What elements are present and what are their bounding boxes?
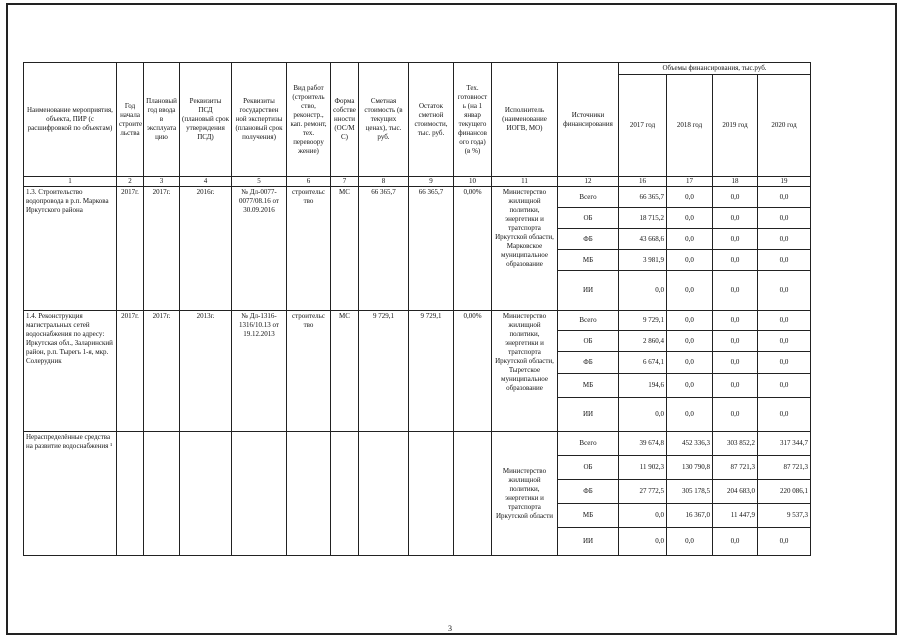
value-2020: 87 721,3	[758, 456, 811, 480]
value-2019: 0,0	[713, 374, 758, 398]
empty-cell	[287, 432, 331, 556]
empty-cell	[409, 432, 454, 556]
year-start: 2017г.	[117, 311, 144, 432]
value-2017: 194,6	[619, 374, 667, 398]
table-row	[24, 187, 811, 208]
source: ИИ	[558, 271, 619, 311]
value-2020: 0,0	[758, 528, 811, 556]
value-2020: 0,0	[758, 398, 811, 432]
column-number: 11	[492, 177, 558, 187]
ownership: МС	[331, 311, 359, 432]
value-2019: 0,0	[713, 528, 758, 556]
value-2017: 6 674,1	[619, 352, 667, 374]
header-year: 2020 год	[758, 75, 811, 177]
source: МБ	[558, 250, 619, 271]
value-2017: 18 715,2	[619, 208, 667, 229]
plan-year: 2017г.	[144, 187, 180, 311]
column-number: 5	[232, 177, 287, 187]
value-2017: 9 729,1	[619, 311, 667, 331]
header-expertise: Реквизиты государствен ной экспертизы (плановый срок получения)	[232, 63, 287, 177]
executor: Министерство жилищной политики, энергетики и тратспорта Иркутской области, Марковское муниципальное образование	[492, 187, 558, 311]
value-2017: 0,0	[619, 271, 667, 311]
expertise: № Дл-0077-0077/08.16 от 30.09.2016	[232, 187, 287, 311]
column-number: 1	[24, 177, 117, 187]
value-2017: 0,0	[619, 528, 667, 556]
estimated-cost: 66 365,7	[359, 187, 409, 311]
value-2018: 0,0	[667, 374, 713, 398]
value-2020: 0,0	[758, 271, 811, 311]
header-year-start: Год начала строите льства	[117, 63, 144, 177]
financing-table	[23, 62, 811, 556]
value-2017: 27 772,5	[619, 480, 667, 504]
readiness: 0,00%	[454, 311, 492, 432]
plan-year: 2017г.	[144, 311, 180, 432]
column-numbers-row	[24, 177, 811, 187]
year-start: 2017г.	[117, 187, 144, 311]
work-type: строительс тво	[287, 187, 331, 311]
empty-cell	[232, 432, 287, 556]
column-number: 12	[558, 177, 619, 187]
page-number: 3	[448, 624, 452, 633]
value-2020: 0,0	[758, 352, 811, 374]
source: ОБ	[558, 331, 619, 352]
value-2017: 0,0	[619, 504, 667, 528]
value-2020: 0,0	[758, 374, 811, 398]
value-2018: 0,0	[667, 250, 713, 271]
source: ФБ	[558, 352, 619, 374]
executor: Министерство жилищной политики, энергетики и тратспорта Иркутской области, Тыретское муниципальное образование	[492, 311, 558, 432]
expertise: № Дл-1316-1316/10.13 от 19.12.2013	[232, 311, 287, 432]
value-2018: 0,0	[667, 208, 713, 229]
column-number: 7	[331, 177, 359, 187]
value-2019: 0,0	[713, 187, 758, 208]
value-2018: 130 790,8	[667, 456, 713, 480]
source: ОБ	[558, 208, 619, 229]
ownership: МС	[331, 187, 359, 311]
column-number: 17	[667, 177, 713, 187]
psd: 2013г.	[180, 311, 232, 432]
header-volumes: Объемы финансирования, тыс.руб.	[619, 63, 811, 75]
empty-cell	[331, 432, 359, 556]
header-year: 2017 год	[619, 75, 667, 177]
value-2018: 0,0	[667, 229, 713, 250]
empty-cell	[359, 432, 409, 556]
empty-cell	[454, 432, 492, 556]
remaining-cost: 66 365,7	[409, 187, 454, 311]
column-number: 10	[454, 177, 492, 187]
source: Всего	[558, 432, 619, 456]
source: Всего	[558, 187, 619, 208]
value-2019: 0,0	[713, 229, 758, 250]
empty-cell	[144, 432, 180, 556]
value-2017: 43 668,6	[619, 229, 667, 250]
value-2018: 0,0	[667, 271, 713, 311]
value-2018: 0,0	[667, 311, 713, 331]
value-2019: 87 721,3	[713, 456, 758, 480]
value-2020: 9 537,3	[758, 504, 811, 528]
value-2019: 0,0	[713, 250, 758, 271]
executor: Министерство жилищной политики, энергетики и тратспорта Иркутской области	[492, 432, 558, 556]
header-plan-year: Плановый год ввода в эксплуата цию	[144, 63, 180, 177]
header-remaining: Остаток сметной стоимости, тыс. руб.	[409, 63, 454, 177]
column-number: 8	[359, 177, 409, 187]
value-2020: 220 086,1	[758, 480, 811, 504]
source: ИИ	[558, 528, 619, 556]
source: ОБ	[558, 456, 619, 480]
header-year: 2018 год	[667, 75, 713, 177]
value-2019: 0,0	[713, 271, 758, 311]
header-executor: Исполнитель (наименование ИОГВ, МО)	[492, 63, 558, 177]
value-2018: 0,0	[667, 398, 713, 432]
value-2017: 2 860,4	[619, 331, 667, 352]
value-2018: 0,0	[667, 331, 713, 352]
value-2018: 0,0	[667, 528, 713, 556]
value-2018: 0,0	[667, 352, 713, 374]
value-2018: 452 336,3	[667, 432, 713, 456]
value-2017: 66 365,7	[619, 187, 667, 208]
column-number: 18	[713, 177, 758, 187]
column-number: 3	[144, 177, 180, 187]
value-2020: 0,0	[758, 311, 811, 331]
header-year: 2019 год	[713, 75, 758, 177]
object-name: Нераспределённые средства на развитие водоснабжения ¹	[24, 432, 117, 556]
value-2020: 0,0	[758, 331, 811, 352]
psd: 2016г.	[180, 187, 232, 311]
column-number: 2	[117, 177, 144, 187]
source: МБ	[558, 374, 619, 398]
value-2020: 0,0	[758, 229, 811, 250]
header-source: Источники финансирования	[558, 63, 619, 177]
header-name: Наименование мероприятия, объекта, ПИР (с расшифровкой по объектам)	[24, 63, 117, 177]
value-2019: 303 852,2	[713, 432, 758, 456]
value-2019: 0,0	[713, 311, 758, 331]
value-2020: 0,0	[758, 208, 811, 229]
column-number: 19	[758, 177, 811, 187]
value-2018: 16 367,0	[667, 504, 713, 528]
value-2019: 0,0	[713, 331, 758, 352]
value-2019: 0,0	[713, 208, 758, 229]
object-name: 1.4. Реконструкция магистральных сетей водоснабжения по адресу: Иркутская обл., Заларинский район, р.п. Тырегь 1-я, мкр. Солерудник	[24, 311, 117, 432]
value-2019: 0,0	[713, 398, 758, 432]
remaining-cost: 9 729,1	[409, 311, 454, 432]
header-psd: Реквизиты ПСД (плановый срок утверждения ПСД)	[180, 63, 232, 177]
value-2018: 0,0	[667, 187, 713, 208]
header-ownership: Форма собстве нности (ОС/М С)	[331, 63, 359, 177]
value-2020: 317 344,7	[758, 432, 811, 456]
header-estimated: Сметная стоимость (в текущих ценах), тыс. руб.	[359, 63, 409, 177]
value-2020: 0,0	[758, 187, 811, 208]
source: Всего	[558, 311, 619, 331]
source: ФБ	[558, 229, 619, 250]
table-row	[24, 311, 811, 331]
header-readiness: Тех. готовност ь (на 1 январ текущего финансов ого года) (в %)	[454, 63, 492, 177]
value-2019: 0,0	[713, 352, 758, 374]
value-2017: 3 981,9	[619, 250, 667, 271]
column-number: 16	[619, 177, 667, 187]
value-2019: 204 683,0	[713, 480, 758, 504]
work-type: строительс тво	[287, 311, 331, 432]
value-2017: 11 902,3	[619, 456, 667, 480]
column-number: 4	[180, 177, 232, 187]
source: ФБ	[558, 480, 619, 504]
financing-table-container	[23, 62, 810, 545]
column-number: 9	[409, 177, 454, 187]
value-2017: 39 674,8	[619, 432, 667, 456]
object-name: 1.3. Строительство водопровода в р.п. Маркова Иркутского района	[24, 187, 117, 311]
readiness: 0,00%	[454, 187, 492, 311]
estimated-cost: 9 729,1	[359, 311, 409, 432]
value-2020: 0,0	[758, 250, 811, 271]
value-2018: 305 178,5	[667, 480, 713, 504]
header-work-type: Вид работ (строитель ство, реконстр., кап. ремонт, тех. перевоору жение)	[287, 63, 331, 177]
source: МБ	[558, 504, 619, 528]
source: ИИ	[558, 398, 619, 432]
column-number: 6	[287, 177, 331, 187]
value-2019: 11 447,9	[713, 504, 758, 528]
empty-cell	[180, 432, 232, 556]
value-2017: 0,0	[619, 398, 667, 432]
empty-cell	[117, 432, 144, 556]
table-row	[24, 432, 811, 456]
